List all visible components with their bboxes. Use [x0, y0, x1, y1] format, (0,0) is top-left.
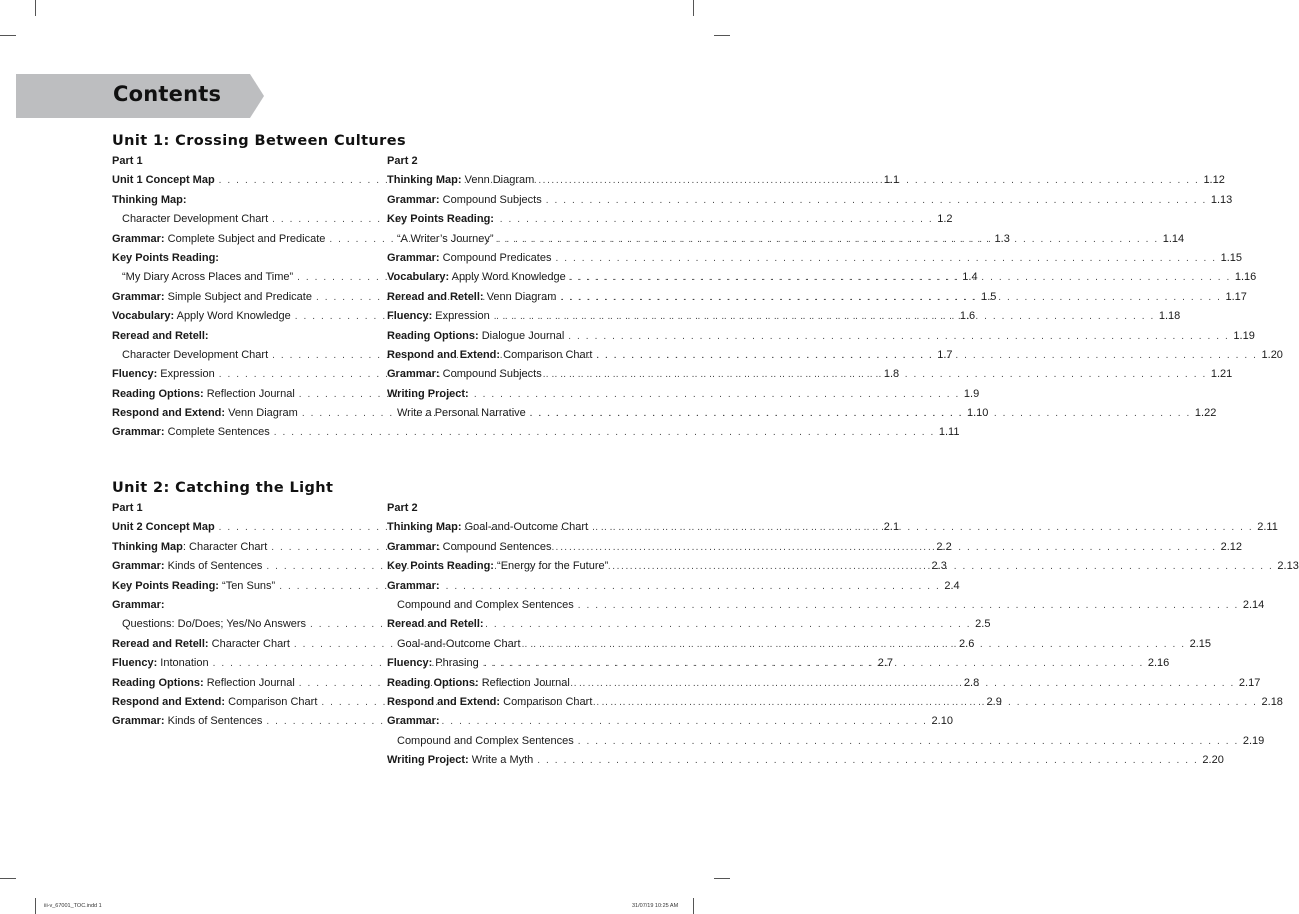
page-number: 2.20 [1202, 754, 1224, 767]
toc-entry-title [112, 288, 312, 307]
dot-leader [570, 674, 1239, 693]
page-number: 1.9 [963, 387, 980, 400]
page-number: 1.10 [966, 407, 989, 420]
page-number: 2.17 [1238, 676, 1261, 689]
toc-entry-category: Reread and Retell: [387, 618, 484, 631]
toc-entry-title [387, 751, 533, 770]
toc-entry [112, 596, 374, 615]
toc-entry-title [387, 654, 479, 673]
toc-entry-category: Reread and Retell: [387, 290, 484, 303]
page-number: 1.22 [1194, 407, 1217, 420]
toc-entry [387, 518, 1278, 537]
toc-entry-category: Respond and Extend: [387, 695, 501, 708]
toc-entry-category: Writing Project: [387, 387, 469, 400]
toc-entry-title [397, 230, 494, 249]
toc-entry-title [112, 327, 209, 346]
toc-entry-title [387, 693, 592, 712]
toc-entry-category: Fluency: [387, 657, 433, 670]
toc-entry-text: Character Chart [208, 637, 290, 650]
toc-entry-category: Unit 2 Concept Map [112, 521, 215, 534]
toc-entry-category: Grammar: [112, 715, 165, 728]
toc-entry-text: Venn Diagram [461, 174, 535, 187]
dot-leader [574, 732, 1243, 751]
toc-entry-title [112, 171, 215, 190]
footer-timestamp: 31/07/19 10:25 AM [632, 903, 679, 909]
toc-entry-title [112, 404, 298, 423]
toc-entry-category: Thinking Map: [387, 174, 462, 187]
toc-entry-text: Dialogue Journal [478, 329, 565, 342]
toc-entry-category: Key Points Reading: [112, 251, 219, 264]
page-number: 1.4 [962, 271, 978, 284]
toc-entry [387, 577, 649, 596]
toc-entry-text: Venn Diagram [483, 290, 557, 303]
toc-entry [112, 674, 980, 693]
toc-entry-title [112, 596, 165, 615]
toc-entry-title [112, 654, 209, 673]
toc-entry-category: Respond and Extend: [387, 348, 501, 361]
page-number: 2.13 [1277, 560, 1299, 573]
toc-entry-text: Expression [432, 310, 490, 323]
toc-entry [112, 191, 368, 210]
toc-entry-text: Kinds of Sentences [164, 560, 263, 573]
toc-entry-title [112, 423, 270, 442]
footer-file-info: iii-v_67001_TOC.indd 1 [44, 903, 102, 909]
dot-leader [534, 171, 1203, 190]
page-number: 1.21 [1210, 368, 1233, 381]
dot-leader [574, 596, 1243, 615]
toc-entry-text: Intonation [157, 657, 209, 670]
toc-entry [387, 210, 649, 229]
part-heading: Part 2 [387, 502, 418, 514]
toc-entry-category: Reading Options: [112, 676, 204, 689]
toc-entry-title [387, 191, 542, 210]
dot-leader [542, 191, 1211, 210]
toc-entry-text: “Ten Suns” [218, 579, 276, 592]
toc-entry-category: Writing Project: [387, 754, 469, 767]
toc-entry-title [387, 674, 570, 693]
page-number: 1.7 [937, 348, 953, 361]
page-number: 2.1 [883, 521, 900, 534]
page-number: 1.18 [1158, 310, 1181, 323]
crop-mark [35, 898, 36, 914]
toc-entry-text: Kinds of Sentences [164, 715, 263, 728]
toc-entry-category: Reading Options: [387, 676, 479, 689]
page-number: 1.5 [981, 290, 997, 303]
toc-entry-title [112, 365, 215, 384]
toc-entry-title [387, 288, 556, 307]
toc-entry-text: Reflection Journal [203, 387, 295, 400]
dot-leader [542, 365, 1211, 384]
page-number: 1.2 [937, 213, 953, 226]
toc-entry-category: Grammar: [387, 540, 440, 553]
page-number: 1.15 [1220, 251, 1243, 264]
toc-entry-title [387, 327, 564, 346]
page-number: 1.6 [959, 310, 976, 323]
toc-entry-category: Grammar: [387, 579, 440, 592]
toc-entry-category: Grammar: [387, 193, 440, 206]
toc-entry-title [387, 577, 440, 596]
toc-entry-title [112, 230, 325, 249]
dot-leader [566, 268, 1235, 287]
toc-entry-category: Grammar: [387, 715, 440, 728]
toc-entry-category: Thinking Map: [112, 193, 187, 206]
page-number: 1.14 [1162, 232, 1185, 245]
toc-entry-text: Write a Myth [468, 754, 534, 767]
toc-entry [112, 327, 368, 346]
toc-entry-category: Grammar: [387, 368, 440, 381]
toc-entry-title [387, 538, 552, 557]
toc-entry-text: Character Development Chart [122, 213, 269, 226]
page-number: 1.12 [1203, 174, 1225, 187]
toc-entry [387, 732, 1265, 751]
toc-entry-text: : Character Chart [182, 540, 268, 553]
crop-mark [693, 0, 694, 16]
toc-entry-title [112, 712, 262, 731]
toc-entry-category: Thinking Map: [387, 521, 462, 534]
toc-entry-title [122, 346, 268, 365]
toc-entry-category: Grammar: [112, 290, 165, 303]
dot-leader [551, 249, 1220, 268]
toc-entry-category: Grammar: [112, 560, 165, 573]
page-number: 1.20 [1261, 348, 1283, 361]
page-number: 2.11 [1257, 521, 1278, 534]
toc-entry-category: Grammar: [112, 598, 165, 611]
part-heading: Part 1 [112, 155, 143, 167]
toc-entry-category: Respond and Extend: [112, 695, 226, 708]
toc-entry-category: Key Points Reading: [112, 579, 219, 592]
page-number: 2.4 [944, 579, 960, 592]
toc-entry-category: Thinking Map [112, 540, 183, 553]
toc-entry [112, 423, 960, 442]
dot-leader [564, 327, 1233, 346]
crop-mark [693, 898, 694, 914]
toc-entry [112, 249, 368, 268]
toc-entry-text: “My Diary Across Places and Time” [122, 271, 294, 284]
toc-entry-title [122, 268, 293, 287]
toc-entry-text: Expression [157, 368, 215, 381]
crop-mark [714, 878, 730, 879]
toc-entry-title [112, 635, 290, 654]
page-number: 2.10 [931, 715, 953, 728]
toc-entry-category: Fluency: [112, 368, 158, 381]
toc-entry-category: Vocabulary: [112, 310, 175, 323]
toc-entry-category: Reading Options: [387, 329, 479, 342]
toc-entry-category: Fluency: [112, 657, 158, 670]
toc-entry-text: Apply Word Knowledge [449, 271, 566, 284]
page-number: 2.2 [936, 540, 952, 553]
toc-entry-text: Character Development Chart [122, 348, 269, 361]
page-number: 1.19 [1233, 329, 1255, 342]
toc-entry-text: Reflection Journal [203, 676, 295, 689]
dot-leader [556, 288, 1225, 307]
toc-entry-title [387, 712, 440, 731]
page-title: Contents [113, 82, 222, 106]
toc-entry-category: Respond and Extend: [112, 407, 226, 420]
toc-entry-title [112, 385, 295, 404]
toc-entry-text: Compound and Complex Sentences [397, 598, 574, 611]
toc-entry-title [387, 210, 494, 229]
toc-entry-title [112, 538, 267, 557]
dot-leader [526, 404, 1195, 423]
toc-entry-text: Compound and Complex Sentences [397, 734, 574, 747]
dot-leader [270, 423, 939, 442]
crop-mark [35, 0, 36, 16]
unit-2-title: Unit 2: Catching the Light [112, 480, 334, 496]
toc-entry-text: Complete Subject and Predicate [164, 232, 326, 245]
toc-entry-title [387, 385, 469, 404]
toc-entry-category: Reread and Retell: [112, 637, 209, 650]
toc-entry-title [112, 191, 187, 210]
toc-entry [387, 385, 649, 404]
toc-entry [387, 751, 1224, 770]
toc-entry-category: Unit 1 Concept Map [112, 174, 215, 187]
dot-leader [588, 518, 1257, 537]
toc-entry-category: Key Points Reading: [387, 213, 494, 226]
toc-entry-text: Simple Subject and Predicate [164, 290, 312, 303]
toc-entry-category: Grammar: [387, 251, 440, 264]
toc-entry-title [387, 365, 542, 384]
page-number: 2.19 [1242, 734, 1265, 747]
page-number: 2.12 [1220, 540, 1243, 553]
toc-entry-title [112, 307, 291, 326]
toc-entry-text: Questions: Do/Does; Yes/No Answers [122, 618, 307, 631]
dot-leader [552, 538, 1221, 557]
toc-entry-text: Compound Predicates [439, 251, 552, 264]
toc-entry-text: Compound Subjects [439, 193, 542, 206]
page-number: 1.11 [938, 426, 960, 439]
dot-leader [592, 693, 1261, 712]
toc-entry-title [397, 404, 526, 423]
page-number: 1.8 [883, 368, 900, 381]
dot-leader [533, 751, 1202, 770]
page-number: 2.8 [963, 676, 980, 689]
contents-banner [16, 74, 264, 118]
toc-entry-text: Goal-and-Outcome Chart [397, 637, 521, 650]
dot-leader [608, 557, 1277, 576]
toc-entry-title [112, 557, 262, 576]
toc-entry-title [387, 518, 588, 537]
toc-entry [387, 249, 1243, 268]
toc-entry-title [122, 210, 268, 229]
toc-entry-title [387, 268, 566, 287]
crop-mark [714, 35, 730, 36]
toc-entry-title [387, 249, 551, 268]
page-number: 2.7 [877, 657, 894, 670]
toc-entry [387, 596, 1265, 615]
dot-leader [494, 230, 1163, 249]
toc-entry-title [112, 577, 275, 596]
toc-entry-title [397, 635, 521, 654]
toc-entry-title [122, 615, 306, 634]
toc-entry-text: Comparison Chart [500, 348, 593, 361]
toc-entry-text: “Energy for the Future” [493, 560, 609, 573]
toc-entry [387, 191, 1233, 210]
page-number: 2.14 [1242, 598, 1265, 611]
toc-entry-title [387, 615, 484, 634]
page-number: 2.16 [1147, 657, 1170, 670]
toc-entry-title [387, 346, 592, 365]
toc-entry-text: Comparison Chart [500, 695, 593, 708]
crop-mark [0, 35, 16, 36]
dot-leader [592, 346, 1261, 365]
crop-mark [0, 878, 16, 879]
toc-entry-title [387, 557, 608, 576]
toc-entry-text: Compound Sentences [439, 540, 552, 553]
toc-entry [112, 712, 953, 731]
toc-entry-text: Phrasing [432, 657, 479, 670]
toc-entry [387, 712, 649, 731]
dot-leader [521, 635, 1190, 654]
toc-entry-title [112, 674, 295, 693]
toc-entry [387, 171, 1225, 190]
page-number: 1.3 [994, 232, 1010, 245]
page-number: 2.15 [1189, 637, 1212, 650]
dot-leader [479, 654, 1148, 673]
toc-entry [112, 693, 1002, 712]
page-number: 1.1 [883, 174, 900, 187]
toc-entry-text: Complete Sentences [164, 426, 270, 439]
toc-entry-text: “A Writer’s Journey” [397, 232, 494, 245]
page-number: 2.5 [975, 618, 991, 631]
toc-entry-text: Venn Diagram [225, 407, 298, 420]
page-number: 2.9 [986, 695, 1002, 708]
toc-entry-title [387, 171, 534, 190]
toc-entry-category: Reread and Retell: [112, 329, 209, 342]
toc-entry-text: Reflection Journal [478, 676, 570, 689]
page-number: 2.18 [1261, 695, 1283, 708]
toc-entry-text: Compound Subjects [439, 368, 542, 381]
unit-1-title: Unit 1: Crossing Between Cultures [112, 133, 406, 149]
toc-entry-category: Vocabulary: [387, 271, 450, 284]
toc-entry-title [387, 307, 490, 326]
toc-entry-title [397, 596, 574, 615]
toc-entry-text: Apply Word Knowledge [174, 310, 291, 323]
part-heading: Part 1 [112, 502, 143, 514]
toc-entry-category: Grammar: [112, 426, 165, 439]
toc-entry-category: Fluency: [387, 310, 433, 323]
page-number: 1.13 [1210, 193, 1233, 206]
part-heading: Part 2 [387, 155, 418, 167]
toc-entry-text: Comparison Chart [225, 695, 318, 708]
toc-entry-category: Grammar: [112, 232, 165, 245]
page-number: 1.17 [1225, 290, 1247, 303]
toc-entry-title [112, 693, 317, 712]
toc-entry-category: Key Points Reading: [387, 560, 494, 573]
page-number: 1.16 [1234, 271, 1257, 284]
toc-entry-title [112, 249, 219, 268]
toc-entry [387, 327, 1255, 346]
toc-entry-category: Reading Options: [112, 387, 204, 400]
page-number: 2.3 [931, 560, 947, 573]
toc-entry-title [397, 732, 574, 751]
toc-entry-title [112, 518, 215, 537]
toc-entry-text: Write a Personal Narrative [397, 407, 526, 420]
toc-entry [387, 615, 649, 634]
dot-leader [490, 307, 1159, 326]
toc-entry-text: Goal-and-Outcome Chart [461, 521, 589, 534]
page-number: 2.6 [959, 637, 975, 650]
